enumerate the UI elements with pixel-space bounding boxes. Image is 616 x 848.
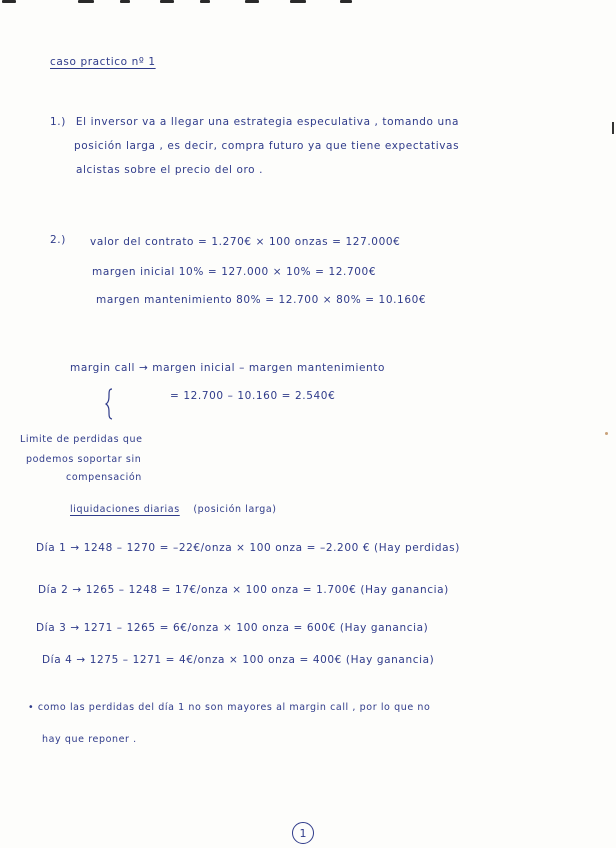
q1-label: 1.): [50, 116, 66, 128]
page-title: caso practico nº 1: [50, 56, 156, 68]
liquidacion-row: Día 4 → 1275 – 1271 = 4€/onza × 100 onza = 400€ (Hay ganancia): [42, 654, 435, 666]
paper-speck: [605, 432, 608, 435]
liquidacion-row: Día 2 → 1265 – 1248 = 17€/onza × 100 onza = 1.700€ (Hay ganancia): [38, 584, 449, 596]
note-line-1: • como las perdidas del día 1 no son mayores al margin call , por lo que no: [28, 702, 431, 713]
liquidaciones-header: [70, 504, 277, 515]
q1-line-1-text: El inversor va a llegar una estrategia especulativa , tomando una: [75, 116, 460, 128]
limite-line-3: compensación: [66, 472, 142, 483]
valor-contrato-line: valor del contrato = 1.270€ × 100 onzas = 127.000€: [90, 236, 401, 248]
margin-call-value: = 12.700 – 10.160 = 2.540€: [170, 390, 336, 402]
q2-label: 2.): [50, 234, 66, 246]
limite-line-1: Limite de perdidas que: [20, 434, 143, 445]
liquidaciones-qualifier: (posición larga): [193, 504, 277, 515]
page-number: 1: [292, 822, 314, 844]
margen-mantenimiento-line: margen mantenimiento 80% = 12.700 × 80% = 10.160€: [96, 294, 427, 306]
scan-edge-marks: [0, 0, 616, 6]
q1-line-1: [50, 116, 552, 128]
margin-call-line: margin call → margen inicial – margen mantenimiento: [70, 362, 386, 374]
margen-inicial-line: margen inicial 10% = 127.000 × 10% = 12.700€: [92, 266, 377, 278]
curly-brace-icon: [100, 388, 120, 420]
limite-line-2: podemos soportar sin: [26, 454, 142, 465]
liquidacion-row: Día 1 → 1248 – 1270 = –22€/onza × 100 onza = –2.200 € (Hay perdidas): [36, 542, 460, 554]
q1-line-2: posición larga , es decir, compra futuro ya que tiene expectativas: [74, 140, 460, 152]
liquidacion-row: Día 3 → 1271 – 1265 = 6€/onza × 100 onza = 600€ (Hay ganancia): [36, 622, 429, 634]
liquidaciones-heading: liquidaciones diarias: [70, 504, 180, 515]
note-line-2: hay que reponer .: [42, 734, 137, 745]
q1-line-3: alcistas sobre el precio del oro .: [76, 164, 264, 176]
scan-edge-mark-right: [612, 122, 614, 134]
